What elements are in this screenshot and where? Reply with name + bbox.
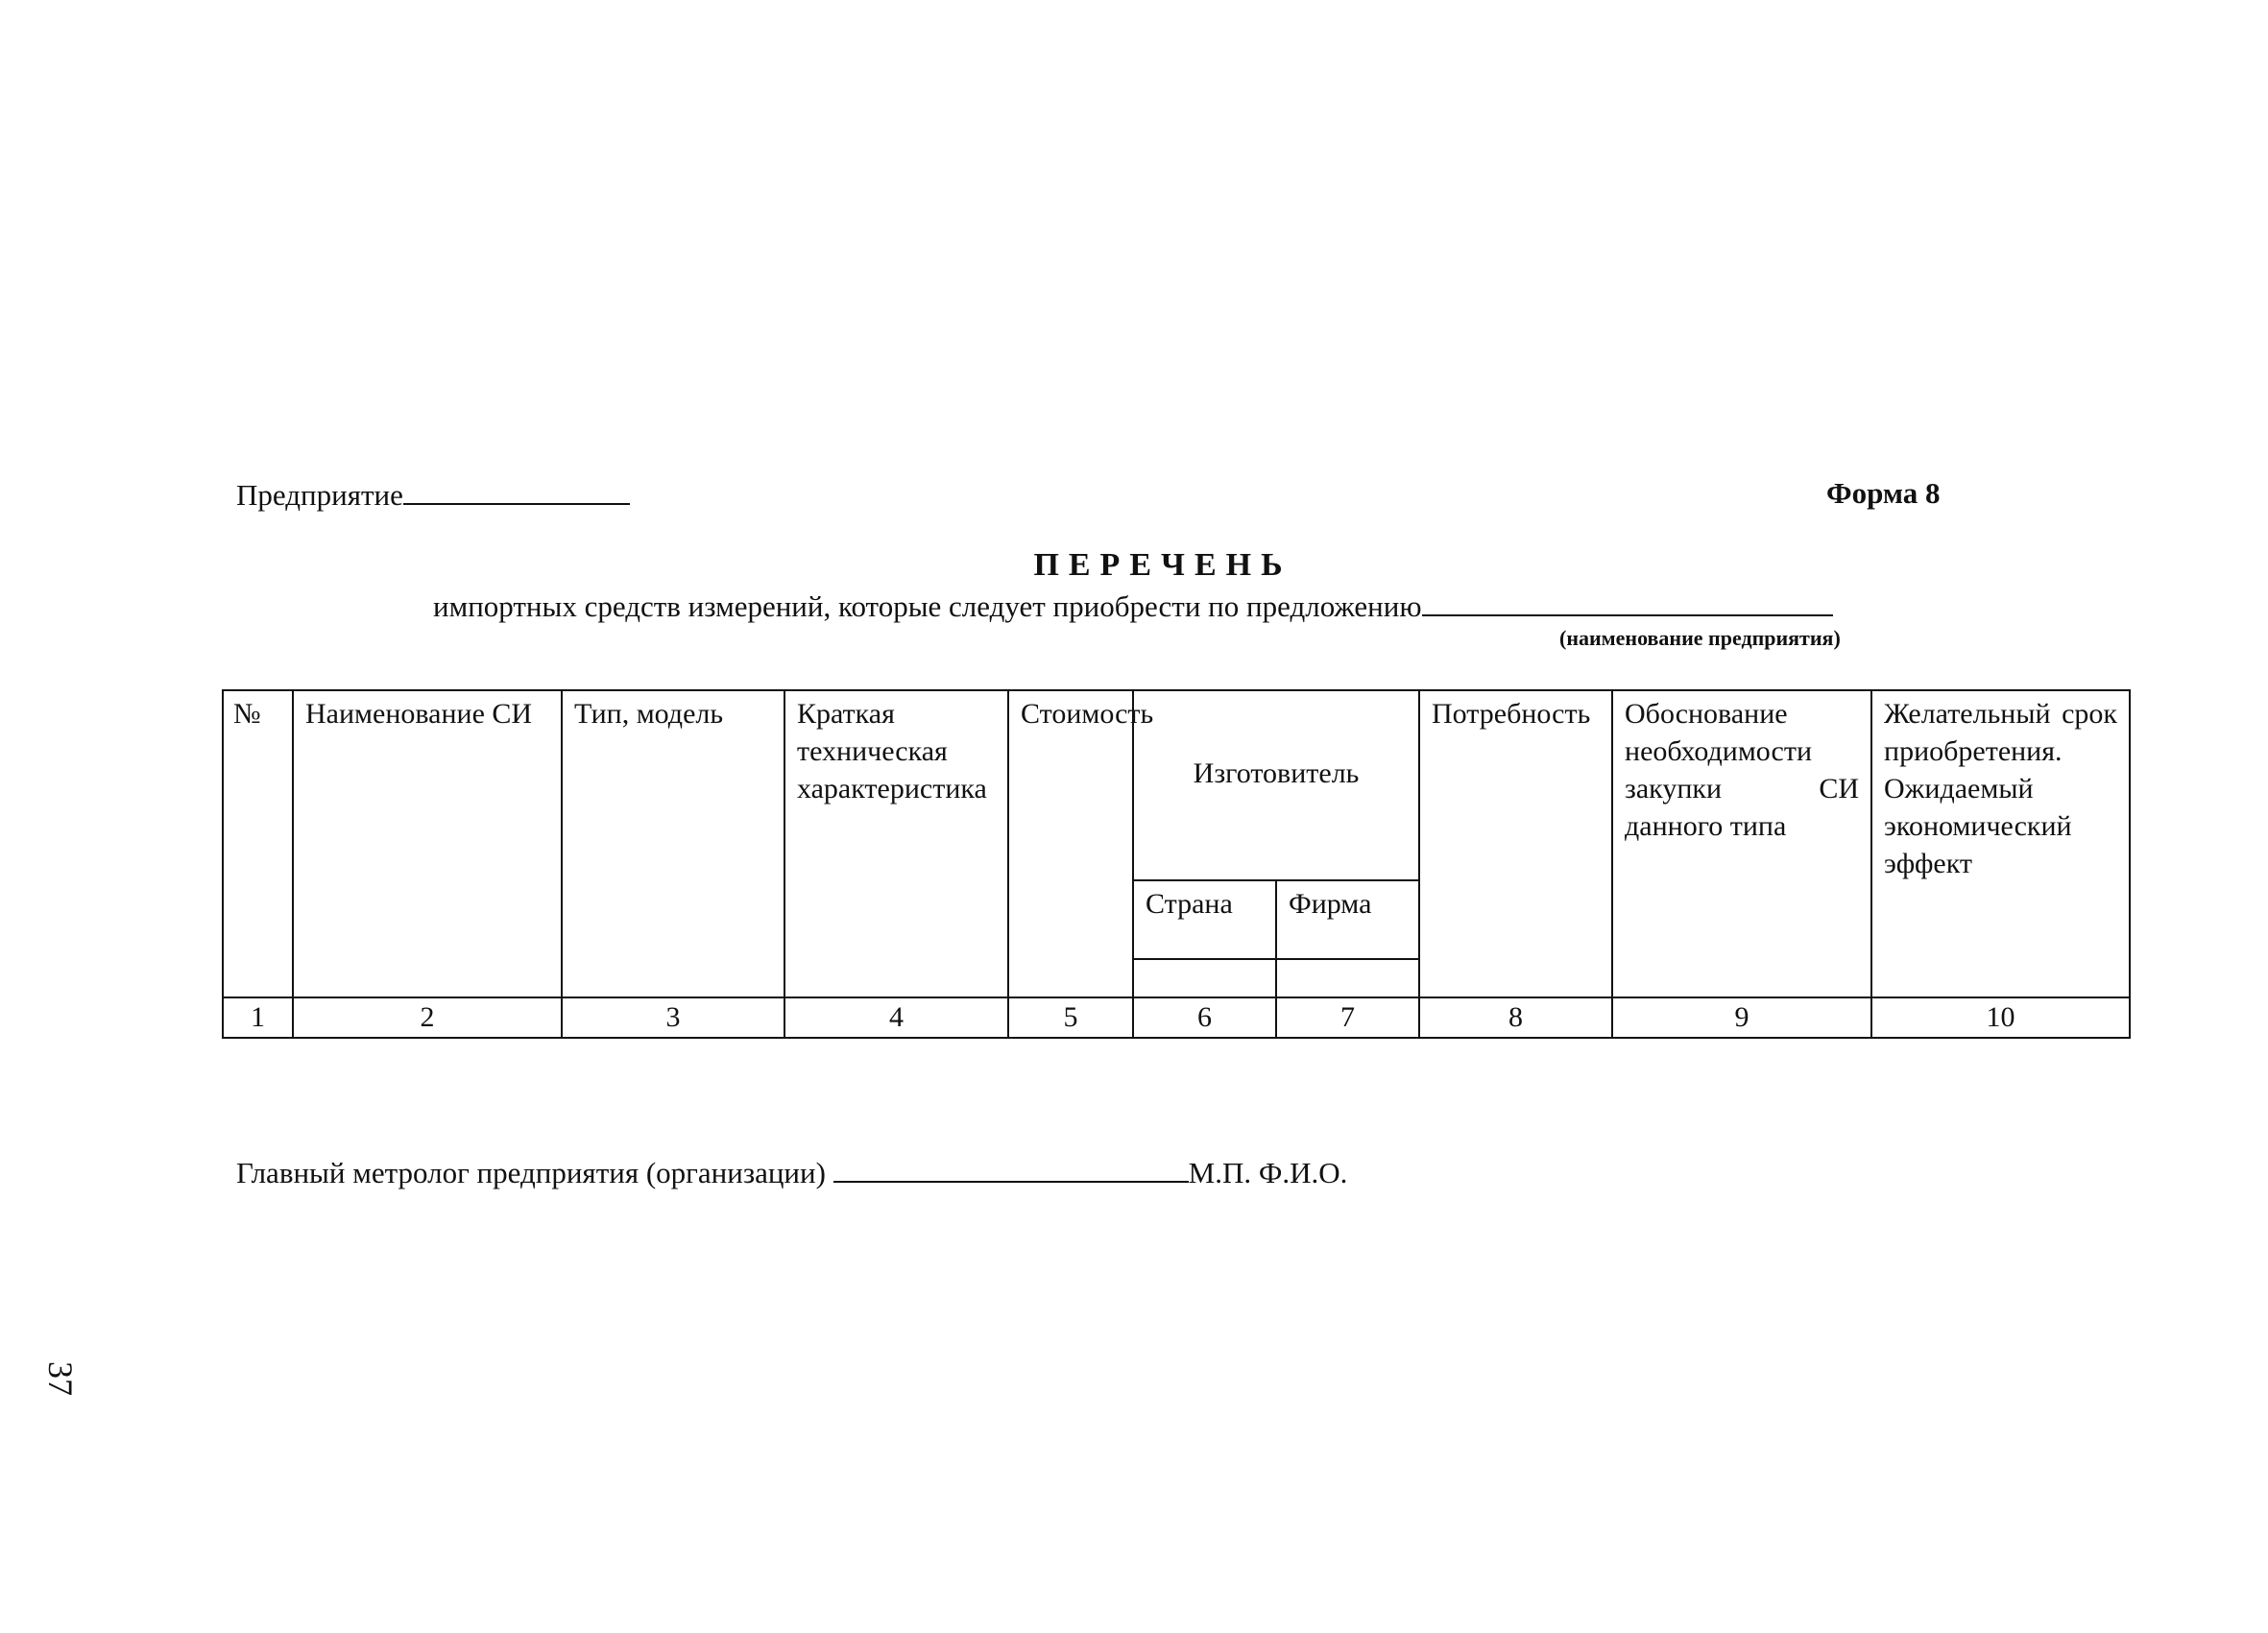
header-country: Страна bbox=[1133, 880, 1276, 959]
page-number: 37 bbox=[41, 1361, 80, 1396]
signature-suffix: М.П. Ф.И.О. bbox=[1188, 1156, 1348, 1189]
signature-label: Главный метролог предприятия (организации) bbox=[236, 1156, 826, 1189]
header-manufacturer: Изготовитель bbox=[1133, 690, 1419, 880]
header-name: Наименование СИ bbox=[293, 690, 562, 997]
enterprise-label: Предприятие bbox=[236, 478, 403, 512]
column-number: 6 bbox=[1133, 997, 1276, 1038]
header-characteristics: Краткая техническая характеристика bbox=[784, 690, 1008, 997]
column-number: 2 bbox=[293, 997, 562, 1038]
column-number: 9 bbox=[1612, 997, 1871, 1038]
column-number: 3 bbox=[562, 997, 784, 1038]
header-justification: Обоснование необходимости закупки СИ данного типа bbox=[1612, 690, 1871, 997]
header-no: № bbox=[223, 690, 293, 997]
header-term: Желательный срок приобретения. Ожидаемый экономический эффект bbox=[1871, 690, 2130, 997]
column-number: 4 bbox=[784, 997, 1008, 1038]
empty-country-cell bbox=[1133, 959, 1276, 997]
header-cost: Стоимость bbox=[1008, 690, 1133, 997]
header-firm: Фирма bbox=[1276, 880, 1419, 959]
form-number: Форма 8 bbox=[1826, 476, 1941, 510]
enterprise-field bbox=[236, 478, 630, 513]
column-number: 7 bbox=[1276, 997, 1419, 1038]
column-number: 8 bbox=[1419, 997, 1612, 1038]
subtitle-text: импортных средств измерений, которые следует приобрести по предложению bbox=[433, 589, 1422, 623]
document-subtitle bbox=[433, 589, 1833, 624]
header-need: Потребность bbox=[1419, 690, 1612, 997]
empty-firm-cell bbox=[1276, 959, 1419, 997]
enterprise-blank-line bbox=[403, 478, 630, 505]
proposer-blank-line bbox=[1422, 589, 1833, 616]
subtitle-note: (наименование предприятия) bbox=[1559, 626, 1841, 650]
signature-line bbox=[236, 1156, 1347, 1190]
column-number: 5 bbox=[1008, 997, 1133, 1038]
header-type: Тип, модель bbox=[562, 690, 784, 997]
items-table bbox=[222, 689, 2131, 1039]
column-number: 1 bbox=[223, 997, 293, 1038]
document-title: ПЕРЕЧЕНЬ bbox=[1033, 547, 1292, 583]
column-number: 10 bbox=[1871, 997, 2130, 1038]
signature-blank-line bbox=[833, 1156, 1189, 1183]
